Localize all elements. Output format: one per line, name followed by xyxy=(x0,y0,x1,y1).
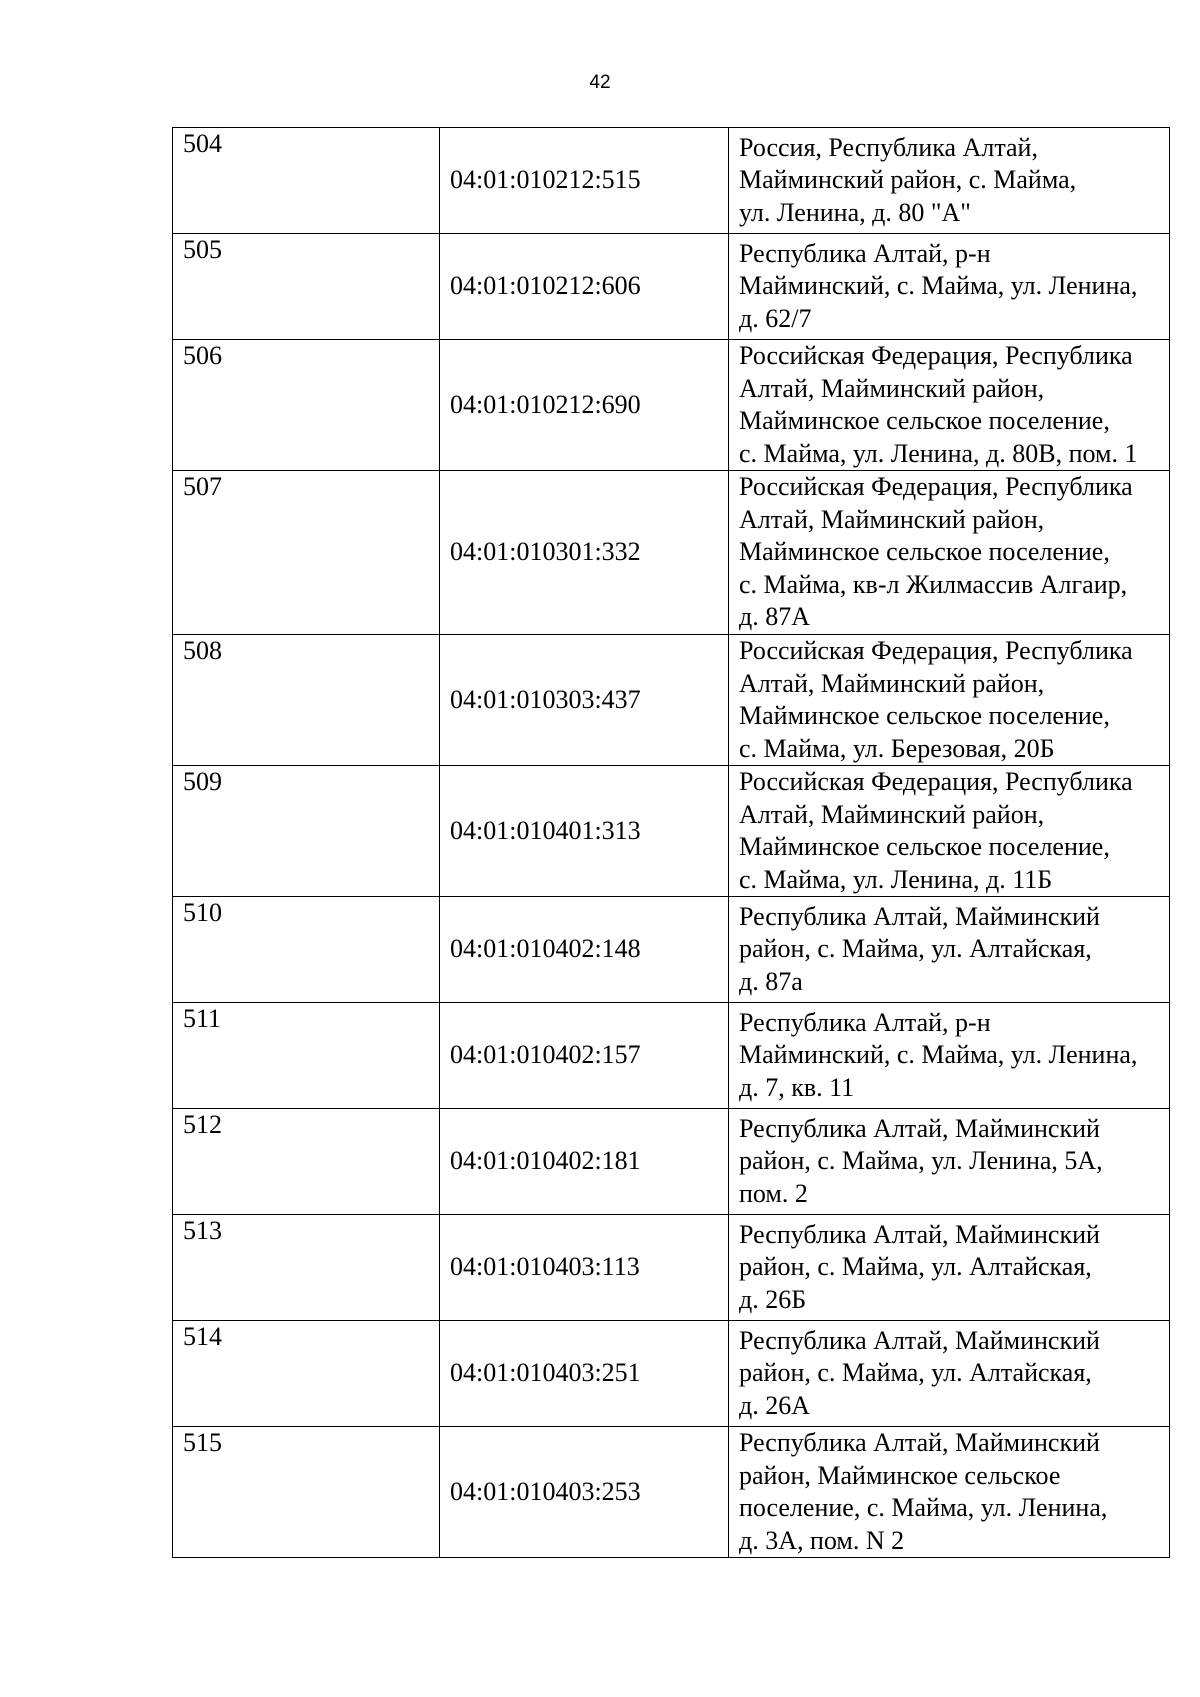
address-line: Российская Федерация, Республика xyxy=(739,767,1133,796)
table-row xyxy=(173,128,1170,234)
address-line: Алтай, Майминский район, xyxy=(739,799,1045,829)
address-line: Майминский район, с. Майма, xyxy=(739,165,1077,195)
address-line: д. 7, кв. 11 xyxy=(739,1072,855,1102)
table-row xyxy=(173,635,1170,766)
address-line: с. Майма, ул. Березовая, 20Б xyxy=(739,733,1055,763)
cadastral-number-cell: 04:01:010303:437 xyxy=(440,635,729,766)
address-line: с. Майма, кв-л Жилмассив Алгаир, xyxy=(739,569,1128,599)
table-row xyxy=(173,1003,1170,1109)
page-number: 42 xyxy=(589,72,611,93)
row-number-cell: 505 xyxy=(173,234,440,340)
address-line: Майминское сельское поселение, xyxy=(739,406,1110,435)
address-line: д. 62/7 xyxy=(739,303,812,333)
cadastral-number-cell: 04:01:010212:515 xyxy=(440,128,729,234)
row-number-cell: 511 xyxy=(173,1003,440,1109)
address-line: Российская Федерация, Республика xyxy=(739,636,1133,665)
table-row xyxy=(173,897,1170,1003)
cadastral-number-cell: 04:01:010212:690 xyxy=(440,340,729,471)
address-cell xyxy=(729,1215,1170,1321)
cadastral-number-cell: 04:01:010403:113 xyxy=(440,1215,729,1321)
cadastral-number-cell: 04:01:010402:148 xyxy=(440,897,729,1003)
address-line: с. Майма, ул. Ленина, д. 80В, пом. 1 xyxy=(739,438,1138,468)
address-line: д. 87а xyxy=(739,966,803,996)
cadastral-number-cell: 04:01:010403:253 xyxy=(440,1427,729,1558)
address-line: Алтай, Майминский район, xyxy=(739,668,1045,698)
cadastral-number-cell: 04:01:010402:157 xyxy=(440,1003,729,1109)
table-row xyxy=(173,1109,1170,1215)
cadastral-number-cell: 04:01:010212:606 xyxy=(440,234,729,340)
table-row xyxy=(173,1321,1170,1427)
cadastral-number-cell: 04:01:010402:181 xyxy=(440,1109,729,1215)
address-cell xyxy=(729,1109,1170,1215)
address-line: Республика Алтай, р-н xyxy=(739,1007,991,1037)
address-line: Майминский, с. Майма, ул. Ленина, xyxy=(739,1040,1138,1070)
address-line: район, Майминское сельское xyxy=(739,1460,1061,1490)
address-line: район, с. Майма, ул. Алтайская, xyxy=(739,934,1092,964)
row-number-cell: 509 xyxy=(173,766,440,897)
address-line: д. 26А xyxy=(739,1390,811,1420)
address-line: Республика Алтай, Майминский xyxy=(739,1219,1100,1249)
address-line: Республика Алтай, р-н xyxy=(739,238,991,268)
address-line: Российская Федерация, Республика xyxy=(739,341,1133,370)
address-line: Алтай, Майминский район, xyxy=(739,373,1045,403)
row-number-cell: 513 xyxy=(173,1215,440,1321)
address-line: Республика Алтай, Майминский xyxy=(739,1113,1100,1143)
cadastral-number-cell: 04:01:010301:332 xyxy=(440,471,729,635)
row-number-cell: 512 xyxy=(173,1109,440,1215)
address-cell xyxy=(729,234,1170,340)
address-line: Майминское сельское поселение, xyxy=(739,537,1110,567)
address-line: поселение, с. Майма, ул. Ленина, xyxy=(739,1493,1108,1522)
address-line: д. 26Б xyxy=(739,1284,807,1314)
address-line: район, с. Майма, ул. Алтайская, xyxy=(739,1358,1092,1388)
address-line: Республика Алтай, Майминский xyxy=(739,901,1100,931)
table-row xyxy=(173,234,1170,340)
address-line: Республика Алтай, Майминский xyxy=(739,1325,1100,1355)
address-line: пом. 2 xyxy=(739,1178,808,1208)
address-line: с. Майма, ул. Ленина, д. 11Б xyxy=(739,864,1053,894)
row-number-cell: 515 xyxy=(173,1427,440,1558)
address-cell xyxy=(729,635,1170,766)
row-number-cell: 510 xyxy=(173,897,440,1003)
table-row xyxy=(173,1427,1170,1558)
address-line: район, с. Майма, ул. Алтайская, xyxy=(739,1252,1092,1282)
row-number-cell: 504 xyxy=(173,128,440,234)
cadastral-number-cell: 04:01:010401:313 xyxy=(440,766,729,897)
table-row xyxy=(173,471,1170,635)
table-row xyxy=(173,340,1170,471)
row-number-cell: 507 xyxy=(173,471,440,635)
row-number-cell: 514 xyxy=(173,1321,440,1427)
address-line: Майминское сельское поселение, xyxy=(739,832,1110,861)
table-row xyxy=(173,1215,1170,1321)
row-number-cell: 508 xyxy=(173,635,440,766)
address-line: ул. Ленина, д. 80 "А" xyxy=(739,197,971,227)
address-cell xyxy=(729,1321,1170,1427)
address-cell xyxy=(729,128,1170,234)
address-line: д. 3А, пом. N 2 xyxy=(739,1525,905,1555)
address-cell xyxy=(729,766,1170,897)
row-number-cell: 506 xyxy=(173,340,440,471)
address-line: район, с. Майма, ул. Ленина, 5А, xyxy=(739,1146,1103,1176)
address-cell xyxy=(729,897,1170,1003)
table-row xyxy=(173,766,1170,897)
address-cell xyxy=(729,471,1170,635)
address-line: Республика Алтай, Майминский xyxy=(739,1428,1100,1457)
address-cell xyxy=(729,1003,1170,1109)
address-line: д. 87А xyxy=(739,602,811,632)
address-line: Российская Федерация, Республика xyxy=(739,472,1133,502)
address-cell xyxy=(729,340,1170,471)
address-line: Россия, Республика Алтай, xyxy=(739,132,1038,162)
address-line: Майминское сельское поселение, xyxy=(739,701,1110,730)
address-cell xyxy=(729,1427,1170,1558)
registry-table xyxy=(172,127,1170,1558)
address-line: Алтай, Майминский район, xyxy=(739,504,1045,534)
registry-table-body xyxy=(173,128,1170,1558)
address-line: Майминский, с. Майма, ул. Ленина, xyxy=(739,271,1138,301)
cadastral-number-cell: 04:01:010403:251 xyxy=(440,1321,729,1427)
